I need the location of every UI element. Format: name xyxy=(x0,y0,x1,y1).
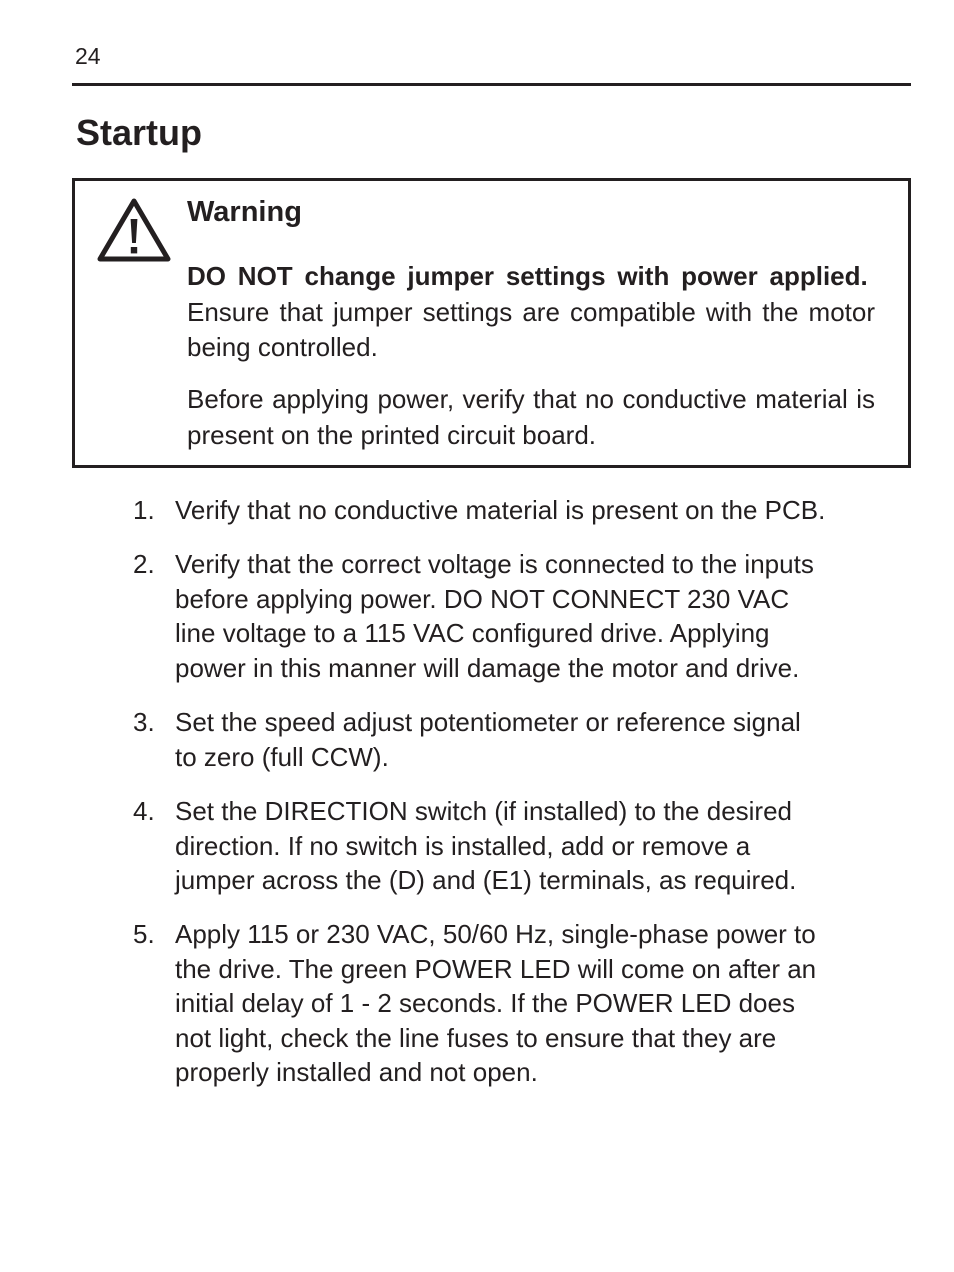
step-text xyxy=(175,493,825,528)
step-text xyxy=(175,917,816,1090)
step-text xyxy=(175,547,814,685)
step-line: Set the speed adjust potentiometer or reference signal xyxy=(175,707,801,737)
warning-heading: Warning xyxy=(187,196,302,228)
step-line: jumper across the (D) and (E1) terminals, as required. xyxy=(175,865,797,896)
step-line: line voltage to a 115 VAC configured drive. Applying xyxy=(175,618,770,649)
step-line: not light, check the line fuses to ensure that they are xyxy=(175,1022,777,1053)
header-rule xyxy=(72,83,911,86)
warning-emphasis: DO NOT change jumper settings with power applied. xyxy=(187,261,868,291)
step-number: 2. xyxy=(133,549,155,579)
step-line: Set the DIRECTION switch (if installed) to the desired xyxy=(175,796,793,826)
step-line: power in this manner will damage the motor and drive. xyxy=(175,652,800,683)
step-line: properly installed and not open. xyxy=(175,1057,538,1088)
warning-triangle-icon xyxy=(97,197,171,263)
step-line: to zero (full CCW). xyxy=(175,741,389,772)
warning-paragraph-jumpers xyxy=(187,259,875,366)
step-line: direction. If no switch is installed, add or remove a xyxy=(175,830,751,861)
step-text xyxy=(175,794,796,898)
step-line: Apply 115 or 230 VAC, 50/60 Hz, single-phase power to xyxy=(175,919,816,949)
warning-paragraph-jumpers-text: Ensure that jumper settings are compatible with the motor being controlled. xyxy=(187,296,875,362)
step-line: before applying power. DO NOT CONNECT 230 VAC xyxy=(175,583,790,614)
step-number: 5. xyxy=(133,919,155,949)
step-number: 4. xyxy=(133,796,155,826)
step-line: Verify that no conductive material is present on the PCB. xyxy=(175,495,826,525)
warning-box xyxy=(72,178,911,468)
step-line: initial delay of 1 - 2 seconds. If the POWER LED does xyxy=(175,988,795,1019)
step-line: Verify that the correct voltage is connected to the inputs xyxy=(175,549,814,579)
step-number: 3. xyxy=(133,707,155,737)
page-number: 24 xyxy=(75,43,101,69)
step-number: 1. xyxy=(133,495,155,525)
step-line: the drive. The green POWER LED will come on after an xyxy=(175,953,817,984)
step-text xyxy=(175,705,801,774)
warning-paragraph-conductive: Before applying power, verify that no conductive material is present on the printed circuit board. xyxy=(187,384,875,450)
page-title: Startup xyxy=(76,112,202,153)
